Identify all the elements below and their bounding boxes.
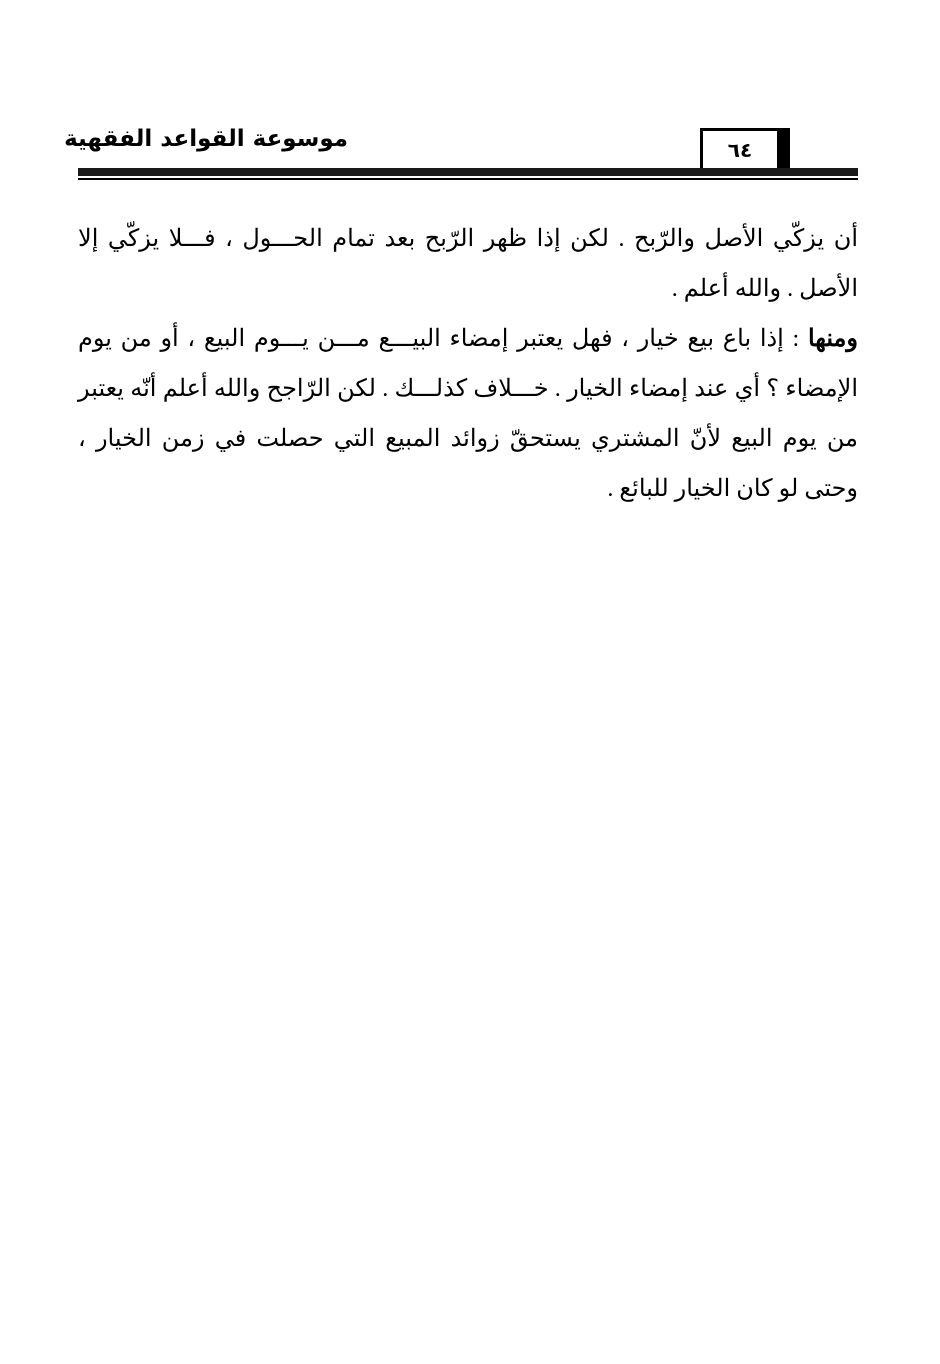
page-number: ٦٤	[727, 138, 753, 162]
book-title: موسوعة القواعد الفقهية	[64, 126, 348, 152]
paragraph-1: أن يزكّي الأصل والرّبح . لكن إذا ظهر الرّبح بعد تمام الحـــول ، فـــلا يزكّي إلا الأصل . والله أعلم .	[78, 226, 858, 302]
paragraph-2-text: : إذا باع بيع خيار ، فهل يعتبر إمضاء البيـــع مـــن يـــوم البيع ، أو من يوم الإمضاء ؟ أي عند إمضاء الخيار . خـــلاف كذلـــك . لكن الرّاجح والله أعلم أنّه يعتبر من يوم البيع لأنّ المشتري يستحقّ زوائد المبيع التي حصلت في زمن الخيار ، وحتى لو كان الخيار للبائع .	[78, 326, 858, 502]
paragraph-2	[78, 314, 858, 514]
paragraph-2-lead: ومنها	[807, 326, 858, 352]
page-number-box	[700, 128, 780, 172]
header-rule-thick	[78, 168, 858, 176]
page-body	[78, 214, 858, 514]
page-header	[64, 118, 858, 182]
header-rule-thin	[78, 178, 858, 180]
